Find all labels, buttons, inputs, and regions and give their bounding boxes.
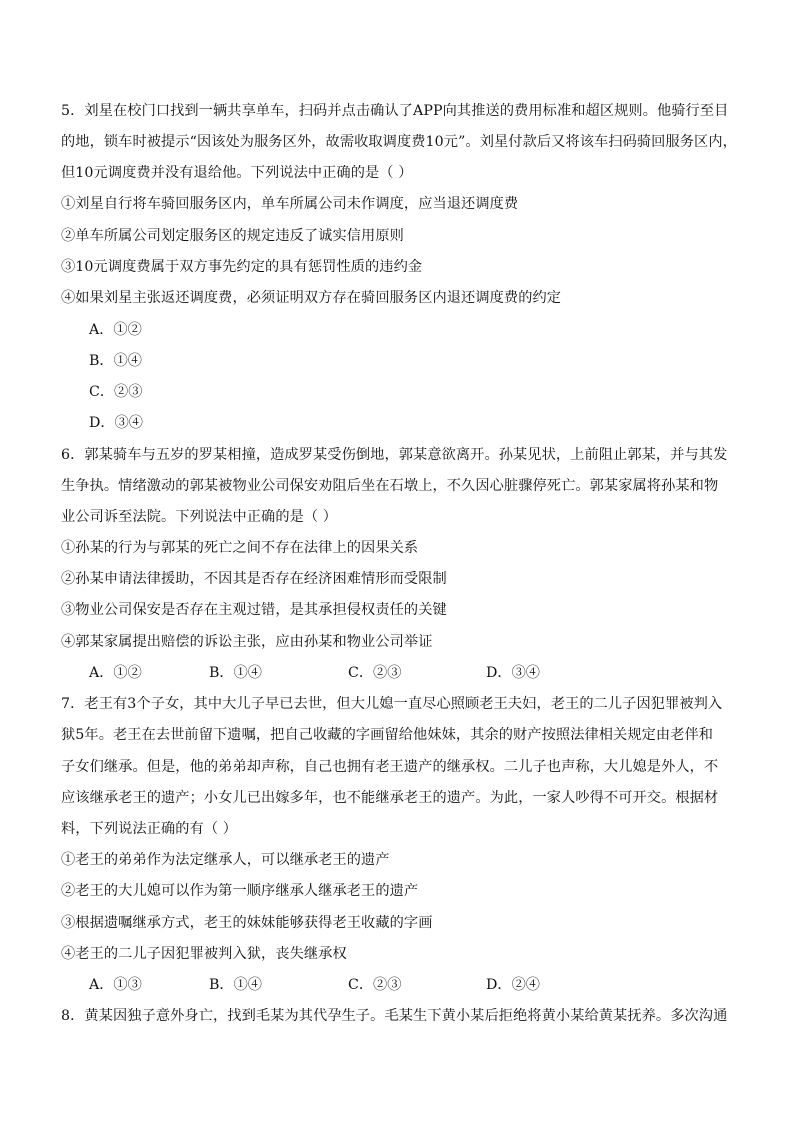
q6-statement-1: ①孙某的行为与郭某的死亡之间不存在法律上的因果关系 (61, 540, 419, 556)
q7-option-c: C．②③ (348, 977, 402, 993)
q5-stem-line-2: 的地，锁车时被提示“因该处为服务区外，故需收取调度费10元”。刘星付款后又将该车扫码骑回服务区内， (61, 134, 737, 150)
q5-option-c: C．②③ (89, 384, 143, 400)
q7-stem-line-2: 狱5年。老王在去世前留下遗嘱，把自己收藏的字画留给他妹妹，其余的财产按照法律相关规定由老伴和 (61, 727, 714, 743)
q5-stem-line-1: 5．刘星在校门口找到一辆共享单车，扫码并点击确认了APP向其推送的费用标准和超区规则。他骑行至目 (61, 103, 729, 119)
q7-stem-line-4: 应该继承老王的遗产；小女儿已出嫁多年，也不能继承老王的遗产。为此，一家人吵得不可开交。根据材 (61, 790, 719, 806)
q5-statement-2: ②单车所属公司划定服务区的规定违反了诚实信用原则 (61, 228, 404, 244)
q7-option-a: A．①③ (89, 977, 142, 993)
q6-statement-2: ②孙某申请法律援助，不因其是否存在经济困难情形而受限制 (61, 571, 447, 587)
q7-option-b: B．①④ (209, 977, 262, 993)
q7-statement-2: ②老王的大儿媳可以作为第一顺序继承人继承老王的遗产 (61, 883, 419, 899)
q7-stem-line-5: 料，下列说法正确的有（ ） (61, 821, 238, 837)
q5-statement-3: ③10元调度费属于双方事先约定的具有惩罚性质的违约金 (61, 259, 423, 275)
q7-statement-4: ④老王的二儿子因犯罪被判入狱，丧失继承权 (61, 946, 347, 962)
q7-stem-line-3: 子女们继承。但是，他的弟弟却声称，自己也拥有老王遗产的继承权。二儿子也声称，大儿媳是外人，不 (61, 759, 719, 775)
q5-statement-4: ④如果刘星主张返还调度费，必须证明双方存在骑回服务区内退还调度费的约定 (61, 290, 562, 306)
q5-option-d: D．③④ (89, 415, 143, 431)
q7-statement-1: ①老王的弟弟作为法定继承人，可以继承老王的遗产 (61, 852, 390, 868)
q6-statement-3: ③物业公司保安是否存在主观过错，是其承担侵权责任的关键 (61, 602, 447, 618)
q5-option-a: A．①② (89, 322, 142, 338)
q5-stem-line-3: 但10元调度费并没有退给他。下列说法中正确的是（ ） (61, 165, 413, 181)
q6-statement-4: ④郭某家属提出赔偿的诉讼主张，应由孙某和物业公司举证 (61, 634, 433, 650)
q6-stem-line-1: 6．郭某骑车与五岁的罗某相撞，造成罗某受伤倒地，郭某意欲离开。孙某见状，上前阻止郭某，并与其发 (61, 447, 728, 463)
q6-stem-line-3: 业公司诉至法院。下列说法中正确的是（ ） (61, 509, 338, 525)
q6-option-d: D．③④ (486, 665, 540, 681)
q6-stem-line-2: 生争执。情绪激动的郭某被物业公司保安劝阻后坐在石墩上，不久因心脏骤停死亡。郭某家属将孙某和物 (61, 478, 719, 494)
q6-option-a: A．①② (89, 665, 142, 681)
q6-option-b: B．①④ (209, 665, 262, 681)
q7-statement-3: ③根据遗嘱继承方式，老王的妹妹能够获得老王收藏的字画 (61, 915, 433, 931)
q8-stem-line-1: 8．黄某因独子意外身亡，找到毛某为其代孕生子。毛某生下黄小某后拒绝将黄小某给黄某抚养。多次沟通 (61, 1008, 728, 1024)
q7-stem-line-1: 7．老王有3个子女，其中大儿子早已去世，但大儿媳一直尽心照顾老王夫妇，老王的二儿子因犯罪被判入 (61, 696, 723, 712)
q7-option-d: D．②④ (486, 977, 540, 993)
q5-option-b: B．①④ (89, 353, 142, 369)
q6-option-c: C．②③ (348, 665, 402, 681)
q5-statement-1: ①刘星自行将车骑回服务区内，单车所属公司未作调度，应当退还调度费 (61, 196, 519, 212)
